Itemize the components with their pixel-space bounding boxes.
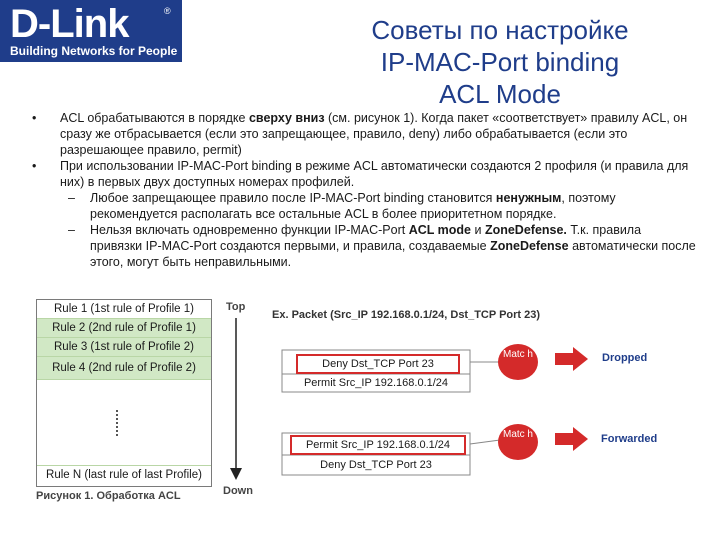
bullet-text: (см. рисунок 1). Когда пакет «соответствует» правилу ACL, он сразу же отбрасывается (если это запрещающее, правило, deny) либо обрабатывается (если это разрешающее правило, permit) — [60, 111, 688, 157]
forwarded-arrow-icon — [555, 427, 588, 451]
acl-rule-last: Rule N (last rule of last Profile) — [37, 465, 211, 484]
acl-rule-1: Rule 1 (1st rule of Profile 1) — [37, 300, 211, 319]
sub-bullet-text: , поэтому рекомендуется располагать все остальные ACL в более приоритетном порядке. — [90, 191, 616, 221]
deny-rule: Deny Dst_TCP Port 23 — [320, 459, 432, 471]
title-line-2: IP-MAC-Port binding — [380, 47, 620, 77]
logo-wordmark: D-Link — [10, 2, 129, 46]
logo-registered-mark: ® — [164, 6, 171, 16]
bullet-dot-icon: • — [32, 159, 37, 173]
example-packet-label: Ex. Packet (Src_IP 192.168.0.1/24, Dst_TCP Port 23) — [272, 309, 541, 321]
sub-bullet-emphasis: ZoneDefense — [490, 239, 569, 253]
sub-bullet-emphasis: ZoneDefense. — [484, 223, 567, 237]
acl-rule-4: Rule 4 (2nd rule of Profile 2) — [37, 357, 211, 380]
dropped-arrow-icon — [555, 347, 588, 371]
dash-icon: – — [68, 223, 75, 237]
sub-bullet-text: автоматически после этого, могут быть неправильными. — [90, 239, 696, 269]
figure-caption: Рисунок 1. Обработка ACL — [36, 490, 181, 502]
sub-bullet-text: Нельзя включать одновременно функции IP-MAC-Port — [90, 223, 409, 237]
permit-rule: Permit Src_IP 192.168.0.1/24 — [303, 377, 449, 389]
title-line-1: Советы по настройке — [371, 15, 629, 45]
bullet-text: ACL обрабатываются в порядке — [60, 111, 249, 125]
acl-rule-2: Rule 2 (2nd rule of Profile 1) — [37, 319, 211, 338]
down-arrowhead-icon — [230, 468, 242, 480]
result-forwarded: Forwarded — [601, 433, 658, 445]
top-label: Top — [226, 301, 246, 313]
match-badge-2: Matc h — [498, 424, 538, 460]
deny-rule-highlighted: Deny Dst_TCP Port 23 — [296, 354, 460, 374]
match-badge-1: Matc h — [498, 344, 538, 380]
result-dropped: Dropped — [602, 352, 648, 364]
dash-icon: – — [68, 191, 75, 205]
acl-rule-3: Rule 3 (1st rule of Profile 2) — [37, 338, 211, 357]
sub-bullet-text: и — [471, 223, 485, 237]
bullet-emphasis: сверху вниз — [248, 111, 325, 125]
sub-bullet-emphasis: ACL mode — [408, 223, 471, 237]
bullet-dot-icon: • — [32, 111, 37, 125]
bullet-text: При использовании IP-MAC-Port binding в режиме ACL автоматически создаются 2 профиля (и правила для них) в первых двух доступных номерах профилей. — [60, 159, 689, 189]
match-connector-2 — [470, 440, 500, 444]
down-label: Down — [223, 485, 253, 497]
title-line-3: ACL Mode — [439, 79, 561, 109]
logo-tagline: Building Networks for People — [10, 44, 178, 58]
permit-rule-highlighted: Permit Src_IP 192.168.0.1/24 — [290, 435, 466, 455]
sub-bullet-emphasis: ненужным — [495, 191, 562, 205]
sub-bullet-text: Любое запрещающее правило после IP-MAC-Port binding становится — [90, 191, 496, 205]
sub-bullet-text: Т.к. правила привязки IP-MAC-Port создаются первыми, и правила, создаваемые — [90, 223, 642, 253]
